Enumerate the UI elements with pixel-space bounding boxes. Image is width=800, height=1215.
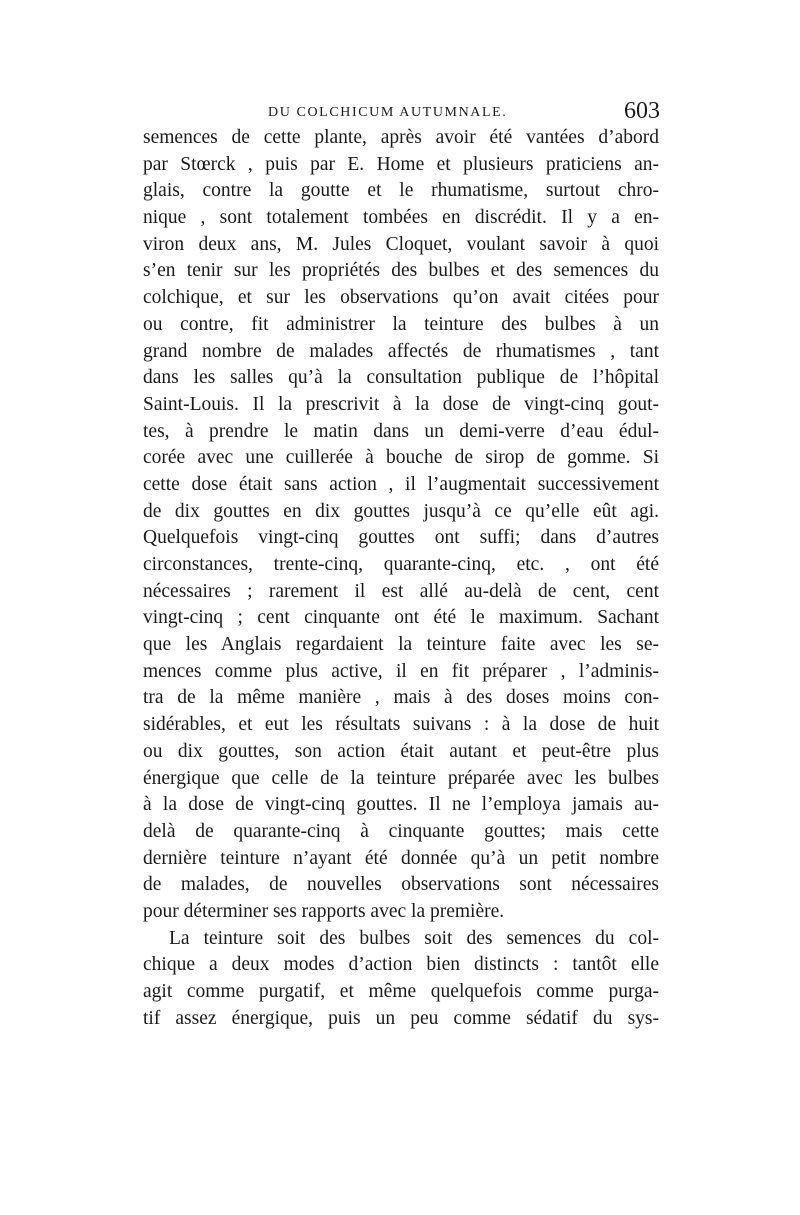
text-line: nique , sont totalement tombées en discrédit. Il y a en- <box>143 207 659 229</box>
text-line: agit comme purgatif, et même quelquefois comme purga- <box>143 981 659 1002</box>
text-line: glais, contre la goutte et le rhumatisme, surtout chro- <box>143 180 659 202</box>
text-line: que les Anglais regardaient la teinture faite avec les se- <box>143 634 659 656</box>
text-line: ou contre, fit administrer la teinture des bulbes à un <box>143 313 659 335</box>
paragraph-end-line: pour déterminer ses rapports avec la première. <box>143 900 505 922</box>
text-line: à la dose de vingt-cinq gouttes. Il ne l’employa jamais au- <box>143 794 659 816</box>
text-line: semences de cette plante, après avoir été vantées d’abord <box>143 127 659 148</box>
text-line: corée avec une cuillerée à bouche de sirop de gomme. Si <box>143 447 659 469</box>
text-line: s’en tenir sur les propriétés des bulbes et des semences du <box>143 260 659 282</box>
text-line: Quelquefois vingt-cinq gouttes ont suffi; dans d’autres <box>143 527 659 549</box>
text-line: grand nombre de malades affectés de rhumatismes , tant <box>143 340 659 362</box>
text-line: cette dose était sans action , il l’augmentait successivement <box>143 473 659 495</box>
text-line: nécessaires ; rarement il est allé au-delà de cent, cent <box>143 580 659 602</box>
text-line: par Stœrck , puis par E. Home et plusieurs praticiens an- <box>143 153 659 175</box>
text-line: dernière teinture n’ayant été donnée qu’à un petit nombre <box>143 847 659 869</box>
text-line: de dix gouttes en dix gouttes jusqu’à ce qu’elle eût agi. <box>143 500 659 522</box>
text-line: tra de la même manière , mais à des doses moins con- <box>143 687 659 709</box>
body-text <box>143 125 659 1032</box>
page-number: 603 <box>624 98 660 124</box>
text-line: mences comme plus active, il en fit préparer , l’adminis- <box>143 660 659 682</box>
running-title: DU COLCHICUM AUTUMNALE. <box>268 105 508 120</box>
text-line: ou dix gouttes, son action était autant et peut-être plus <box>143 740 659 762</box>
text-line: de malades, de nouvelles observations sont nécessaires <box>143 874 659 896</box>
text-line: circonstances, trente-cinq, quarante-cinq, etc. , ont été <box>143 554 659 575</box>
text-line: delà de quarante-cinq à cinquante gouttes; mais cette <box>143 820 659 842</box>
text-line: viron deux ans, M. Jules Cloquet, voulant savoir à quoi <box>143 233 659 255</box>
text-line: sidérables, et eut les résultats suivans : à la dose de huit <box>143 714 659 736</box>
text-line: tif assez énergique, puis un peu comme sédatif du sys- <box>143 1007 659 1029</box>
running-head <box>140 98 660 128</box>
text-line: Saint-Louis. Il la prescrivit à la dose de vingt-cinq gout- <box>143 393 659 415</box>
text-line: chique a deux modes d’action bien distincts : tantôt elle <box>143 954 659 976</box>
text-line: dans les salles qu’à la consultation publique de l’hôpital <box>143 367 659 389</box>
text-line: colchique, et sur les observations qu’on avait citées pour <box>143 287 659 309</box>
text-line: énergique que celle de la teinture préparée avec les bulbes <box>143 767 659 789</box>
text-line: vingt-cinq ; cent cinquante ont été le maximum. Sachant <box>143 607 659 629</box>
text-line: tes, à prendre le matin dans un demi-verre d’eau édul- <box>143 420 659 442</box>
paragraph-start-line: La teinture soit des bulbes soit des semences du col- <box>169 927 659 949</box>
